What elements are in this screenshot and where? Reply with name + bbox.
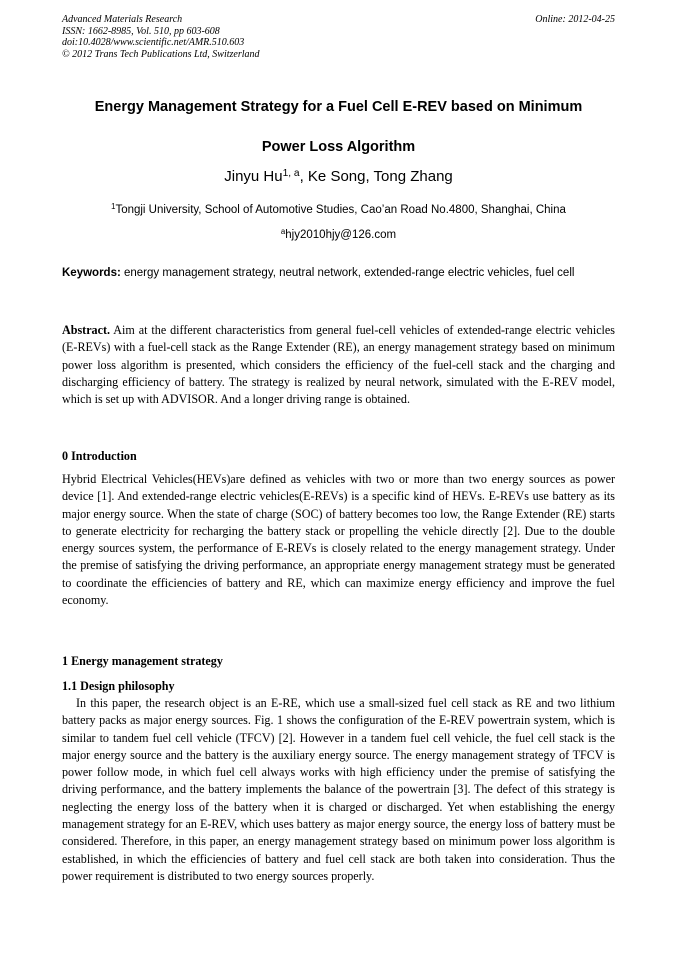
section-heading-energy-management: 1 Energy management strategy bbox=[62, 654, 223, 668]
email-mark: a bbox=[280, 227, 286, 237]
doi-line: doi:10.4028/www.scientific.net/AMR.510.603 bbox=[62, 37, 245, 48]
abstract-label: Abstract. bbox=[62, 323, 111, 337]
affiliation-text: Tongji University, School of Automotive Studies, Cao’an Road No.4800, Shanghai, China bbox=[115, 204, 566, 216]
email-text: hjy2010hjy@126.com bbox=[285, 229, 397, 241]
affiliation bbox=[62, 202, 615, 218]
copyright-line: © 2012 Trans Tech Publications Ltd, Switzerland bbox=[62, 48, 260, 60]
design-philosophy-paragraph: In this paper, the research object is an E-RE, which use a small-sized fuel cell stack as RE and two lithium battery packs as major energy sources. Fig. 1 shows the configuration of the E-REV powertrain system, which is similar to tandem fuel cell vehicle (TFCV) [2]. However in a tandem fuel cell vehicle, the fuel cell stack is the major energy source and the battery is the auxiliary energy source. The energy management strategy of TFCV is power follow mode, in which fuel cell always works with high efficiency under the premise of satisfying the driving performance, and the battery implements the balance of the powertrain [3]. The defect of this strategy is neglecting the energy loss of the battery when it is charged or discharged. Yet when establishing the energy management strategy for an E-REV, which uses battery as major energy source, the energy loss of battery must be considered. Therefore, in this paper, an energy management strategy based on minimum power loss algorithm is established, in which the efficiencies of battery and fuel cell stack are both taken into consideration. Thus the power requirement is distributed to two energy sources properly. bbox=[62, 696, 615, 883]
affiliation-mark: 1 bbox=[111, 202, 116, 212]
keywords-text: energy management strategy, neutral network, extended-range electric vehicles, fuel cell bbox=[120, 267, 575, 279]
title-line-1: Energy Management Strategy for a Fuel Cell E-REV based on Minimum bbox=[94, 99, 583, 115]
introduction-paragraph: Hybrid Electrical Vehicles(HEVs)are defined as vehicles with two or more than two energy sources as power device [1]. And extended-range electric vehicles(E-REVs) is a specific kind of HEVs. E-REVs use battery as its major energy source. When the state of charge (SOC) of battery becomes too low, the Range Extender (RE) starts to generate electricity for recharging the battery stack or propelling the vehicle directly [2]. Due to the double energy sources system, the performance of E-REVs is closely related to the energy management strategy. Under the premise of satisfying the driving performance, an appropriate energy management strategy must be generated to coordinate the efficiencies of battery and RE, which can maximize energy efficiency and improve the fuel economy. bbox=[62, 472, 615, 608]
keywords-label: Keywords: bbox=[62, 267, 121, 279]
keywords-block bbox=[62, 264, 615, 282]
title-line-2: Power Loss Algorithm bbox=[261, 139, 416, 155]
issn-line: ISSN: 1662-8985, Vol. 510, pp 603-608 bbox=[62, 25, 220, 37]
first-author-affiliation-mark: 1, a bbox=[282, 167, 300, 179]
subsection-heading-design-philosophy: 1.1 Design philosophy bbox=[62, 679, 175, 693]
section-heading-introduction: 0 Introduction bbox=[62, 449, 137, 463]
first-author: Jinyu Hu bbox=[224, 168, 283, 185]
author-email bbox=[62, 227, 615, 243]
abstract-text: Aim at the different characteristics from general fuel-cell vehicles of extended-range electric vehicles (E-REVs) with a fuel-cell stack as the Range Extender (RE), an energy management strategy based on minimum power loss algorithm is presented, which considers the efficiency of the fuel-cell stack and the charging and discharging efficiency of battery. The strategy is realized by neural network, simulated with the E-REV model, which is set up with ADVISOR. And a longer driving range is obtained. bbox=[62, 323, 615, 407]
abstract-block bbox=[62, 322, 615, 408]
paper-title bbox=[62, 87, 615, 167]
author-list bbox=[62, 166, 615, 188]
online-date: Online: 2012-04-25 bbox=[535, 14, 615, 25]
journal-header bbox=[62, 14, 615, 60]
other-authors: , Ke Song, Tong Zhang bbox=[299, 168, 453, 185]
journal-name: Advanced Materials Research bbox=[62, 14, 183, 25]
